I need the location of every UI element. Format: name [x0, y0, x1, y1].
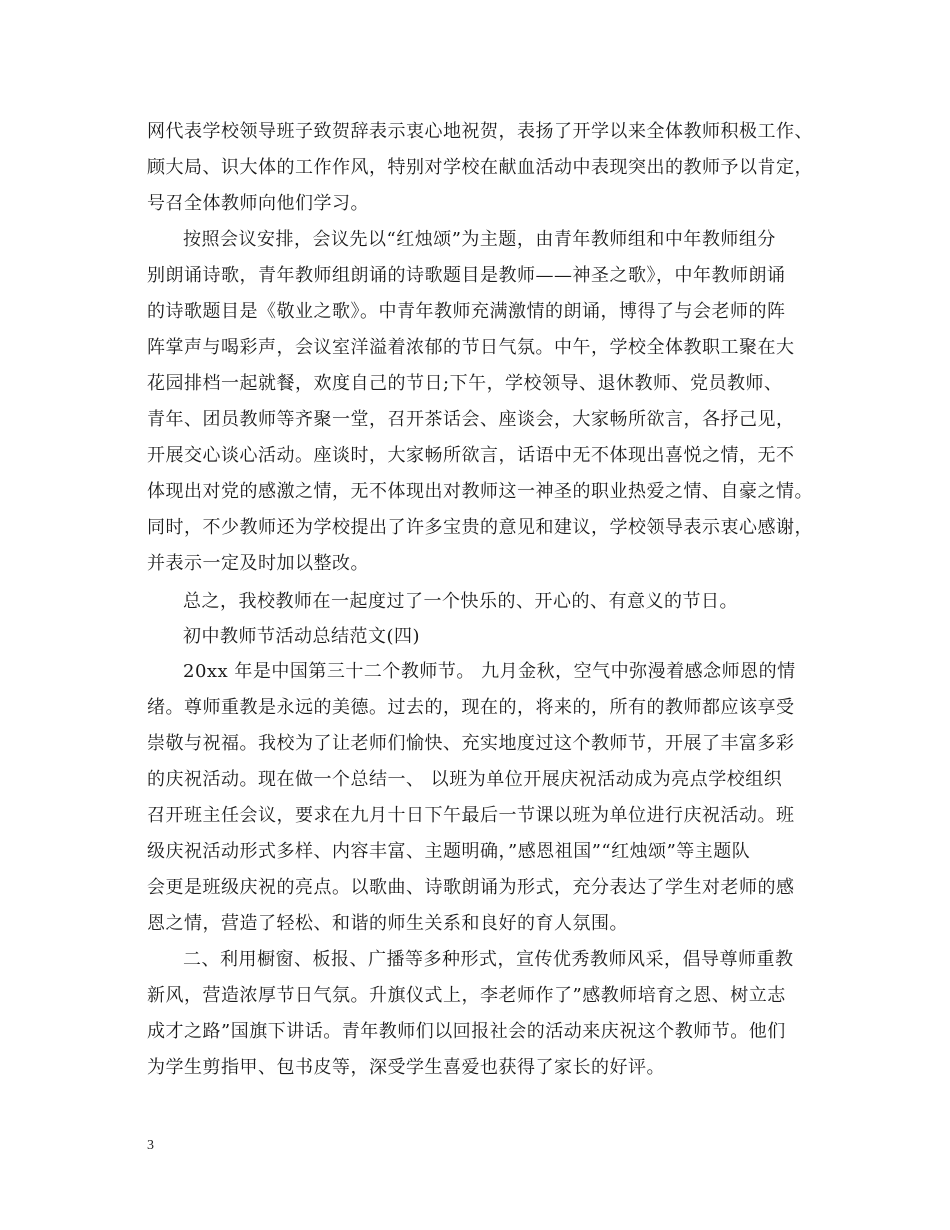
- text-line: 为学生剪指甲、包书皮等，深受学生喜爱也获得了家长的好评。: [147, 1057, 665, 1078]
- text-line: 成才之路”国旗下讲话。青年教师们以回报社会的活动来庆祝这个教师节。他们: [147, 1021, 786, 1042]
- text-line: 网代表学校领导班子致贺辞表示衷心地祝贺，表扬了开学以来全体教师积极工作、: [147, 121, 813, 142]
- text-line: 体现出对党的感激之情，无不体现出对教师这一神圣的职业热爱之情、自豪之情。: [147, 481, 813, 502]
- text-line: 阵掌声与喝彩声，会议室洋溢着浓郁的节日气氛。中午，学校全体教职工聚在大: [147, 337, 795, 358]
- text-line: 顾大局、识大体的工作作风，特别对学校在献血活动中表现突出的教师予以肯定，: [147, 157, 813, 178]
- paragraph-first-line: 二、利用橱窗、板报、广播等多种形式，宣传优秀教师风采，倡导尊师重教: [183, 949, 794, 970]
- text-line: 别朗诵诗歌，青年教师组朗诵的诗歌题目是教师——神圣之歌》，中年教师朗诵: [147, 265, 786, 286]
- paragraph-first-line: 总之，我校教师在一起度过了一个快乐的、开心的、有意义的节日。: [183, 591, 738, 612]
- text-line: 崇敬与祝福。我校为了让老师们愉快、充实地度过这个教师节，开展了丰富多彩: [147, 733, 795, 754]
- paragraph-first-line: 20xx 年是中国第三十二个教师节。 九月金秋，空气中弥漫着感念师恩的情: [183, 661, 796, 682]
- text-line: 绪。尊师重教是永远的美德。过去的，现在的，将来的，所有的教师都应该享受: [147, 697, 795, 718]
- text-line: 的庆祝活动。现在做一个总结一、 以班为单位开展庆祝活动成为亮点学校组织: [147, 769, 783, 790]
- text-line: 级庆祝活动形式多样、内容丰富、主题明确，”感恩祖国”“红烛颂”等主题队: [147, 841, 751, 862]
- paragraph-first-line: 按照会议安排，会议先以“红烛颂”为主题，由青年教师组和中年教师组分: [183, 229, 776, 250]
- text-line: 召开班主任会议，要求在九月十日下午最后一节课以班为单位进行庆祝活动。班: [147, 805, 795, 826]
- text-line: 开展交心谈心活动。座谈时，大家畅所欲言，话语中无不体现出喜悦之情，无不: [147, 445, 795, 466]
- text-line: 花园排档一起就餐，欢度自己的节日;下午，学校领导、退休教师、党员教师、: [147, 373, 783, 394]
- text-line: 号召全体教师向他们学习。: [147, 193, 369, 214]
- section-heading: 初中教师节活动总结范文(四): [183, 626, 421, 647]
- text-line: 新风，营造浓厚节日气氛。升旗仪式上，李老师作了”感教师培育之恩、树立志: [147, 985, 786, 1006]
- text-line: 同时，不少教师还为学校提出了许多宝贵的意见和建议，学校领导表示衷心感谢，: [147, 517, 813, 538]
- text-line: 青年、团员教师等齐聚一堂，召开茶话会、座谈会，大家畅所欲言，各抒己见，: [147, 409, 795, 430]
- page-number: 3: [147, 1138, 154, 1153]
- text-line: 的诗歌题目是《敬业之歌》。中青年教师充满激情的朗诵，博得了与会老师的阵: [147, 301, 786, 322]
- text-line: 恩之情，营造了轻松、和谐的师生关系和良好的育人氛围。: [147, 913, 628, 934]
- text-line: 会更是班级庆祝的亮点。以歌曲、诗歌朗诵为形式，充分表达了学生对老师的感: [147, 877, 795, 898]
- text-line: 并表示一定及时加以整改。: [147, 553, 369, 574]
